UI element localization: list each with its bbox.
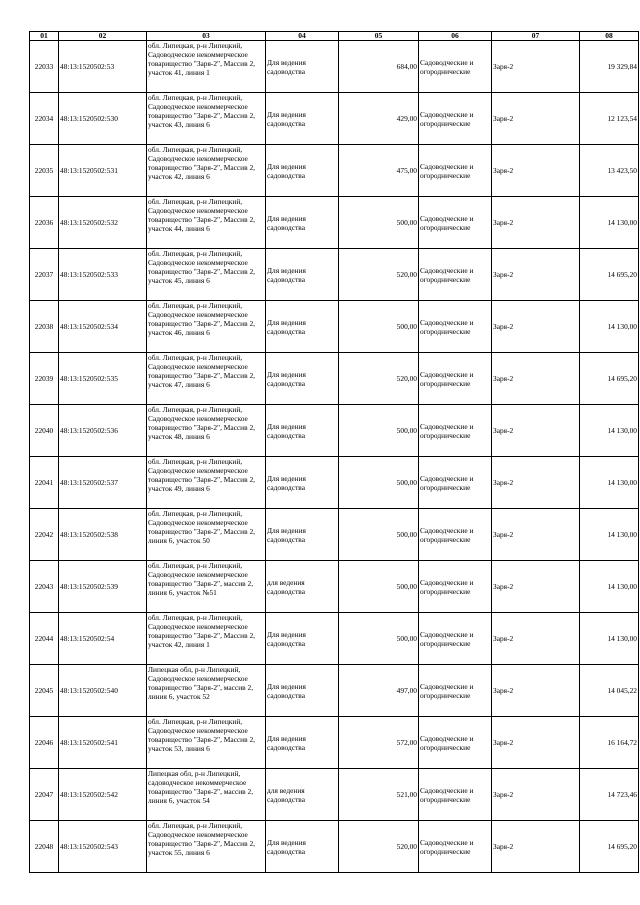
partnership-name-cell: Заря-2: [492, 249, 580, 301]
partnership-name-cell: Заря-2: [492, 145, 580, 197]
cadastral-number-cell: 48:13:1520502:53: [59, 41, 147, 93]
address-text: обл. Липецкая, р-н Липецкий, Садоводческое некоммерческое товарищество "Заря-2", Массив 2, участок 46, линия 6: [148, 301, 256, 337]
table-row: [30, 301, 639, 353]
permitted-use-cell: Для ведения садоводства: [266, 249, 339, 301]
partnership-name-cell: Заря-2: [492, 665, 580, 717]
row-number-cell: 22041: [30, 457, 59, 509]
address-cell: [147, 821, 266, 873]
cadastral-value-cell: 14 695,20: [580, 353, 639, 405]
table-row: [30, 93, 639, 145]
area-cell: 500,00: [339, 457, 419, 509]
land-category-cell: Садоводческие и огороднические: [419, 769, 492, 821]
address-text: обл. Липецкая, р-н Липецкий, Садоводческое некоммерческое товарищество "Заря-2", Массив 2, участок 48, линия 6: [148, 405, 256, 441]
land-category-cell: Садоводческие и огороднические: [419, 405, 492, 457]
permitted-use-cell: Для ведения садоводства: [266, 509, 339, 561]
land-category-cell: Садоводческие и огороднические: [419, 717, 492, 769]
permitted-use-cell: для ведения садоводства: [266, 769, 339, 821]
area-cell: 572,00: [339, 717, 419, 769]
row-number-cell: 22044: [30, 613, 59, 665]
cadastral-value-cell: 14 695,20: [580, 249, 639, 301]
address-text: Липецкая обл, р-н Липецкий, Садоводческое некоммерческое товарищество "Заря-2", массив 2, линия 6, участок 52: [148, 665, 254, 701]
cadastral-number-cell: 48:13:1520502:54: [59, 613, 147, 665]
partnership-name-cell: Заря-2: [492, 93, 580, 145]
permitted-use-cell: Для ведения садоводства: [266, 613, 339, 665]
address-cell: [147, 405, 266, 457]
address-cell: [147, 93, 266, 145]
cadastral-number-cell: 48:13:1520502:537: [59, 457, 147, 509]
row-number-cell: 22038: [30, 301, 59, 353]
column-header: 03: [147, 32, 266, 41]
land-category-cell: Садоводческие и огороднические: [419, 561, 492, 613]
address-text: обл. Липецкая, р-н Липецкий, Садоводческое некоммерческое товарищество "Заря-2", массив 2, линия 6, участок №51: [148, 561, 254, 597]
partnership-name-cell: Заря-2: [492, 405, 580, 457]
cadastral-number-cell: 48:13:1520502:541: [59, 717, 147, 769]
land-category-cell: Садоводческие и огороднические: [419, 457, 492, 509]
cadastral-number-cell: 48:13:1520502:532: [59, 197, 147, 249]
land-category-cell: Садоводческие и огороднические: [419, 353, 492, 405]
address-text: обл. Липецкая, р-н Липецкий, Садоводческое некоммерческое товарищество "Заря-2", Массив 2, участок 44, линия 6: [148, 197, 256, 233]
partnership-name-cell: Заря-2: [492, 613, 580, 665]
address-cell: [147, 353, 266, 405]
address-cell: [147, 197, 266, 249]
land-category-cell: Садоводческие и огороднические: [419, 665, 492, 717]
row-number-cell: 22045: [30, 665, 59, 717]
permitted-use-cell: для ведения садоводства: [266, 561, 339, 613]
table-row: [30, 509, 639, 561]
table-row: [30, 197, 639, 249]
permitted-use-cell: Для ведения садоводства: [266, 93, 339, 145]
land-category-cell: Садоводческие и огороднические: [419, 613, 492, 665]
address-cell: [147, 41, 266, 93]
address-cell: [147, 509, 266, 561]
address-cell: [147, 301, 266, 353]
permitted-use-cell: Для ведения садоводства: [266, 665, 339, 717]
cadastral-number-cell: 48:13:1520502:535: [59, 353, 147, 405]
area-cell: 429,00: [339, 93, 419, 145]
area-cell: 520,00: [339, 249, 419, 301]
address-text: обл. Липецкая, р-н Липецкий, Садоводческое некоммерческое товарищество "Заря-2", Массив 2, участок 42, линия 1: [148, 613, 256, 649]
cadastral-number-cell: 48:13:1520502:531: [59, 145, 147, 197]
address-cell: [147, 561, 266, 613]
row-number-cell: 22043: [30, 561, 59, 613]
table-row: [30, 249, 639, 301]
address-text: обл. Липецкая, р-н Липецкий, Садоводческое некоммерческое товарищество "Заря-2", Массив 2, участок 55, линия 6: [148, 821, 256, 857]
address-cell: [147, 769, 266, 821]
address-text: обл. Липецкая, р-н Липецкий, Садоводческое некоммерческое товарищество "Заря-2", Массив 2, участок 42, линия 6: [148, 145, 256, 181]
cadastral-number-cell: 48:13:1520502:533: [59, 249, 147, 301]
cadastral-value-cell: 14 130,00: [580, 613, 639, 665]
area-cell: 497,00: [339, 665, 419, 717]
permitted-use-cell: Для ведения садоводства: [266, 301, 339, 353]
land-category-cell: Садоводческие и огороднические: [419, 301, 492, 353]
land-category-cell: Садоводческие и огороднические: [419, 249, 492, 301]
cadastral-value-cell: 14 723,46: [580, 769, 639, 821]
address-text: обл. Липецкая, р-н Липецкий, Садоводческое некоммерческое товарищество "Заря-2", Массив 2, участок 43, линия 6: [148, 93, 256, 129]
column-header: 08: [580, 32, 639, 41]
area-cell: 500,00: [339, 561, 419, 613]
table-row: [30, 145, 639, 197]
row-number-cell: 22040: [30, 405, 59, 457]
address-text: обл. Липецкая, р-н Липецкий, Садоводческое некоммерческое товарищество "Заря-2", Массив 2, участок 49, линия 6: [148, 457, 256, 493]
cadastral-number-cell: 48:13:1520502:539: [59, 561, 147, 613]
cadastral-number-cell: 48:13:1520502:536: [59, 405, 147, 457]
land-category-cell: Садоводческие и огороднические: [419, 821, 492, 873]
table-row: [30, 561, 639, 613]
row-number-cell: 22039: [30, 353, 59, 405]
table-row: [30, 769, 639, 821]
area-cell: 520,00: [339, 821, 419, 873]
address-text: обл. Липецкая, р-н Липецкий, Садоводческое некоммерческое товарищество "Заря-2", Массив 2, участок 53, линия 6: [148, 717, 256, 753]
column-header: 07: [492, 32, 580, 41]
address-cell: [147, 717, 266, 769]
cadastral-value-cell: 16 164,72: [580, 717, 639, 769]
address-text: обл. Липецкая, р-н Липецкий, Садоводческое некоммерческое товарищество "Заря-2", Массив 2, участок 47, линия 6: [148, 353, 256, 389]
cadastral-value-cell: 14 130,00: [580, 561, 639, 613]
cadastral-value-cell: 14 695,20: [580, 821, 639, 873]
column-header: 01: [30, 32, 59, 41]
partnership-name-cell: Заря-2: [492, 717, 580, 769]
cadastral-number-cell: 48:13:1520502:538: [59, 509, 147, 561]
table-row: [30, 353, 639, 405]
area-cell: 475,00: [339, 145, 419, 197]
table-row: [30, 613, 639, 665]
cadastral-number-cell: 48:13:1520502:540: [59, 665, 147, 717]
address-cell: [147, 665, 266, 717]
table-row: [30, 717, 639, 769]
area-cell: 500,00: [339, 405, 419, 457]
row-number-cell: 22034: [30, 93, 59, 145]
row-number-cell: 22048: [30, 821, 59, 873]
partnership-name-cell: Заря-2: [492, 457, 580, 509]
address-cell: [147, 249, 266, 301]
cadastral-value-cell: 14 130,00: [580, 509, 639, 561]
area-cell: 684,00: [339, 41, 419, 93]
row-number-cell: 22036: [30, 197, 59, 249]
land-category-cell: Садоводческие и огороднические: [419, 41, 492, 93]
partnership-name-cell: Заря-2: [492, 509, 580, 561]
permitted-use-cell: Для ведения садоводства: [266, 457, 339, 509]
address-cell: [147, 613, 266, 665]
cadastral-number-cell: 48:13:1520502:543: [59, 821, 147, 873]
permitted-use-cell: Для ведения садоводства: [266, 405, 339, 457]
cadastral-value-cell: 14 130,00: [580, 301, 639, 353]
land-register-table: [29, 31, 639, 873]
land-category-cell: Садоводческие и огороднические: [419, 145, 492, 197]
cadastral-value-cell: 14 130,00: [580, 457, 639, 509]
row-number-cell: 22047: [30, 769, 59, 821]
land-category-cell: Садоводческие и огороднические: [419, 197, 492, 249]
partnership-name-cell: Заря-2: [492, 197, 580, 249]
table-row: [30, 821, 639, 873]
permitted-use-cell: Для ведения садоводства: [266, 197, 339, 249]
column-header: 02: [59, 32, 147, 41]
address-text: обл. Липецкая, р-н Липецкий, Садоводческое некоммерческое товарищество "Заря-2", Массив 2, участок 41, линия 1: [148, 41, 256, 77]
cadastral-number-cell: 48:13:1520502:542: [59, 769, 147, 821]
row-number-cell: 22042: [30, 509, 59, 561]
cadastral-value-cell: 14 130,00: [580, 405, 639, 457]
table-row: [30, 41, 639, 93]
address-cell: [147, 145, 266, 197]
partnership-name-cell: Заря-2: [492, 821, 580, 873]
partnership-name-cell: Заря-2: [492, 41, 580, 93]
area-cell: 500,00: [339, 197, 419, 249]
cadastral-value-cell: 14 045,22: [580, 665, 639, 717]
partnership-name-cell: Заря-2: [492, 769, 580, 821]
address-text: Липецкая обл, р-н Липецкий, садоводческое некоммерческое товарищество "Заря-2", массив 2, линия 6, участок 54: [148, 769, 254, 805]
header-row: [30, 32, 639, 41]
column-header: 04: [266, 32, 339, 41]
address-cell: [147, 457, 266, 509]
permitted-use-cell: Для ведения садоводства: [266, 145, 339, 197]
permitted-use-cell: Для ведения садоводства: [266, 353, 339, 405]
area-cell: 521,00: [339, 769, 419, 821]
column-header: 05: [339, 32, 419, 41]
row-number-cell: 22037: [30, 249, 59, 301]
row-number-cell: 22035: [30, 145, 59, 197]
row-number-cell: 22046: [30, 717, 59, 769]
area-cell: 500,00: [339, 613, 419, 665]
cadastral-number-cell: 48:13:1520502:530: [59, 93, 147, 145]
permitted-use-cell: Для ведения садоводства: [266, 821, 339, 873]
partnership-name-cell: Заря-2: [492, 301, 580, 353]
row-number-cell: 22033: [30, 41, 59, 93]
area-cell: 500,00: [339, 301, 419, 353]
area-cell: 520,00: [339, 353, 419, 405]
area-cell: 500,00: [339, 509, 419, 561]
partnership-name-cell: Заря-2: [492, 353, 580, 405]
permitted-use-cell: Для ведения садоводства: [266, 717, 339, 769]
table-row: [30, 665, 639, 717]
address-text: обл. Липецкая, р-н Липецкий, Садоводческое некоммерческое товарищество "Заря-2", Массив 2, линия 6, участок 50: [148, 509, 256, 545]
cadastral-value-cell: 19 329,84: [580, 41, 639, 93]
permitted-use-cell: Для ведения садоводства: [266, 41, 339, 93]
land-category-cell: Садоводческие и огороднические: [419, 93, 492, 145]
partnership-name-cell: Заря-2: [492, 561, 580, 613]
land-category-cell: Садоводческие и огороднические: [419, 509, 492, 561]
cadastral-value-cell: 13 423,50: [580, 145, 639, 197]
table-row: [30, 405, 639, 457]
cadastral-number-cell: 48:13:1520502:534: [59, 301, 147, 353]
table-body: [30, 41, 639, 873]
column-header: 06: [419, 32, 492, 41]
address-text: обл. Липецкая, р-н Липецкий, Садоводческое некоммерческое товарищество "Заря-2", Массив 2, участок 45, линия 6: [148, 249, 256, 285]
table-row: [30, 457, 639, 509]
cadastral-value-cell: 14 130,00: [580, 197, 639, 249]
cadastral-value-cell: 12 123,54: [580, 93, 639, 145]
